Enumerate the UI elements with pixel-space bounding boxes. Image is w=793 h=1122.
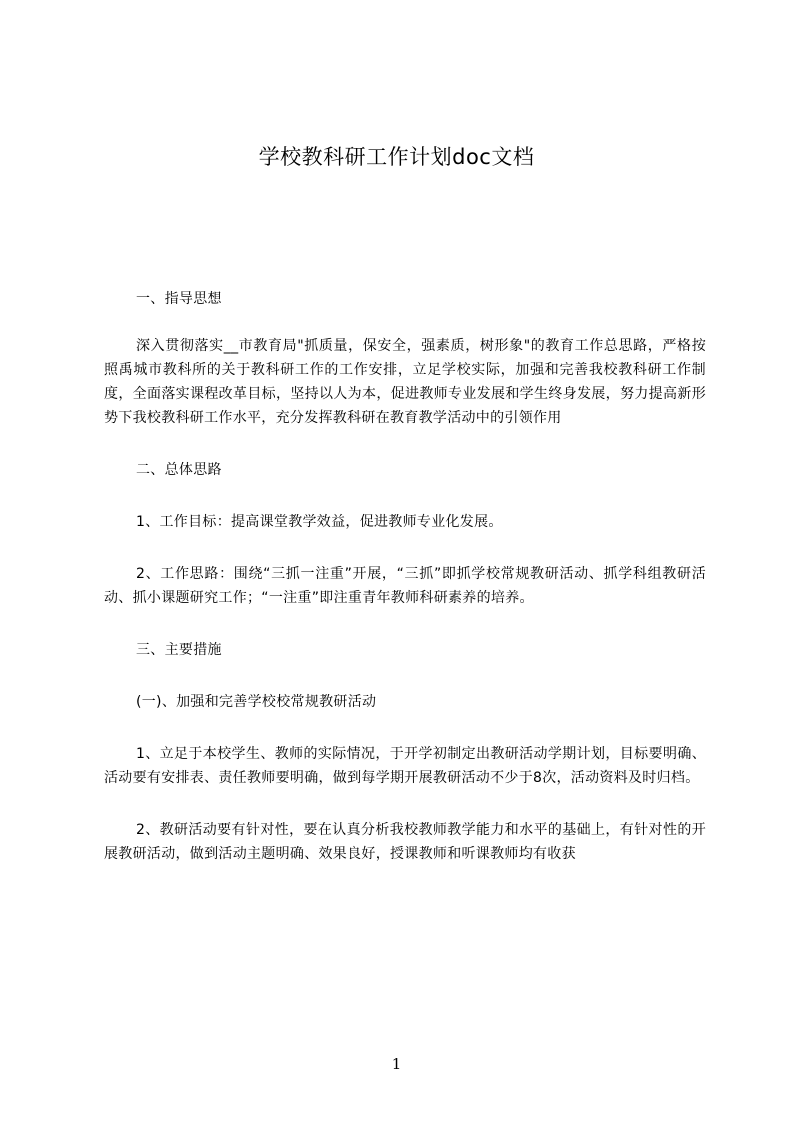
section-heading-guiding-ideology: 一、指导思想 (136, 291, 222, 307)
section-heading-main-measures: 三、主要措施 (136, 642, 222, 658)
page-number: 1 (391, 1055, 402, 1073)
document-title: 学校教科研工作计划doc文档 (258, 145, 535, 169)
paragraph-guiding-ideology: 深入贯彻落实__市教育局"抓质量，保安全，强素质，树形象"的教育工作总思路，严格按照禹城市教科所的关于教科研工作的工作安排，立足学校实际，加强和完善我校教科研工作制度，全面落实课程改革目标，坚持以人为本，促进教师专业发展和学生终身发展，努力提高新形势下我校教科研工作水平，充分发挥教科研在教育教学活动中的引领作用 (104, 338, 706, 426)
document-body (104, 287, 706, 866)
paragraph-measure-2: 2、教研活动要有针对性，要在认真分析我校教师教学能力和水平的基础上，有针对性的开展教研活动，做到活动主题明确、效果良好，授课教师和听课教师均有收获 (104, 822, 706, 862)
subsection-heading-routine-research: (一)、加强和完善学校校常规教研活动 (136, 694, 377, 710)
paragraph-work-goal: 1、工作目标：提高课堂教学效益，促进教师专业化发展。 (136, 514, 503, 530)
paragraph-measure-1: 1、立足于本校学生、教师的实际情况，于开学初制定出教研活动学期计划，目标要明确、活动要有安排表、责任教师要明确，做到每学期开展教研活动不少于8次，活动资料及时归档。 (104, 746, 706, 786)
paragraph-work-approach: 2、工作思路：围绕“三抓一注重”开展，“三抓”即抓学校常规教研活动、抓学科组教研活动、抓小课题研究工作；“一注重”即注重青年教师科研素养的培养。 (104, 566, 706, 606)
section-heading-overall-approach: 二、总体思路 (136, 462, 222, 478)
